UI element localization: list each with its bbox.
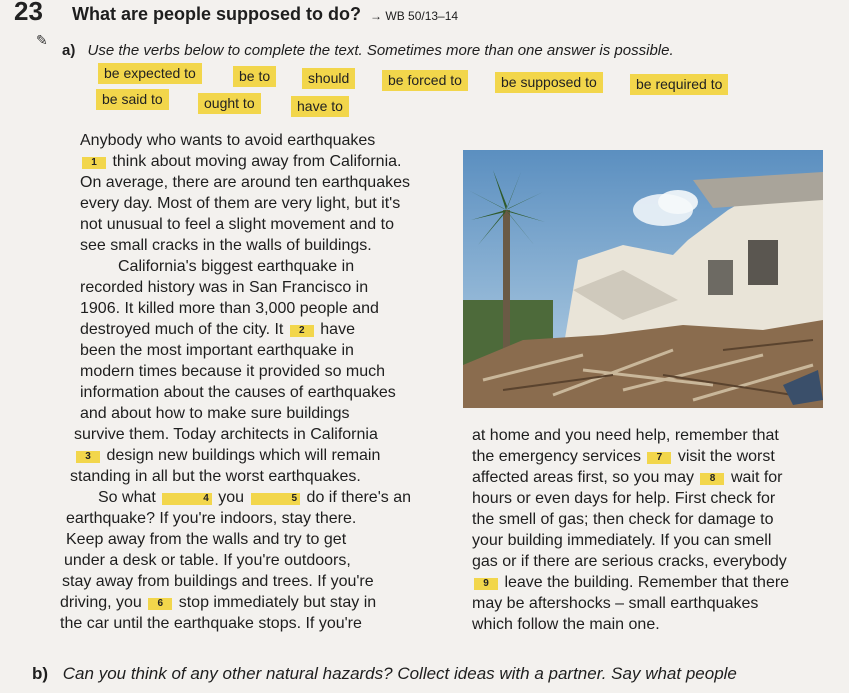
text-line: earthquake? If you're indoors, stay there. <box>66 510 357 527</box>
text-line: Keep away from the walls and try to get <box>66 531 347 548</box>
part-a-text: Use the verbs below to complete the text. Sometimes more than one answer is possible. <box>87 42 674 59</box>
word-chip: ought to <box>198 93 261 114</box>
text-line: 9 leave the building. Remember that there <box>472 572 842 593</box>
exercise-title <box>72 4 458 25</box>
gap-6: 6 <box>148 598 172 610</box>
text-line: been the most important earthquake in <box>80 342 354 359</box>
text-line: driving, you 6 stop immediately but stay in <box>60 594 377 611</box>
article-text-left <box>60 424 432 634</box>
text-line: your building immediately. If you can smell <box>472 532 772 549</box>
text-line: 1 think about moving away from California. <box>80 151 440 172</box>
text-line: California's biggest earthquake in <box>118 258 355 275</box>
text-line: at home and you need help, remember that <box>472 427 779 444</box>
earthquake-damage-illustration <box>463 150 823 408</box>
text-line: 1906. It killed more than 3,000 people and <box>80 300 379 317</box>
text-line: the smell of gas; then check for damage to <box>472 511 774 528</box>
word-chip: have to <box>291 96 349 117</box>
gap-3: 3 <box>76 451 100 463</box>
text-line: So what 4 you 5 do if there's an <box>98 489 411 506</box>
word-chip: be to <box>233 66 276 87</box>
word-chip: be said to <box>96 89 169 110</box>
text-line: may be aftershocks – small earthquakes <box>472 595 759 612</box>
text-line: gas or if there are serious cracks, everybody <box>472 553 787 570</box>
text-line: which follow the main one. <box>472 616 660 633</box>
exercise-number: 23 <box>14 0 43 26</box>
text-line: under a desk or table. If you're outdoors, <box>64 552 351 569</box>
gap-2: 2 <box>290 325 314 337</box>
word-chip: should <box>302 68 355 89</box>
text-line: affected areas first, so you may 8 wait for <box>472 469 783 486</box>
text-line: 3 design new buildings which will remain <box>60 445 432 466</box>
gap-7: 7 <box>647 452 671 464</box>
text-line: standing in all but the worst earthquakes. <box>70 468 361 485</box>
text-line: modern times because it provided so much <box>80 363 386 380</box>
word-chip: be supposed to <box>495 72 603 93</box>
gap-9: 9 <box>474 578 498 590</box>
text-line: every day. Most of them are very light, but it's <box>80 195 401 212</box>
part-b-text: Can you think of any other natural hazards? Collect ideas with a partner. Say what people <box>62 664 737 683</box>
text-line: and about how to make sure buildings <box>80 405 350 422</box>
gap-5: 5 <box>251 493 301 505</box>
text-line: stay away from buildings and trees. If you're <box>62 573 374 590</box>
word-chip: be expected to <box>98 63 202 84</box>
word-chip: be forced to <box>382 70 468 91</box>
text-line: On average, there are around ten earthquakes <box>80 174 410 191</box>
text-line: hours or even days for help. First check for <box>472 490 776 507</box>
gap-1: 1 <box>82 157 106 169</box>
part-b-instruction <box>32 664 737 684</box>
workbook-reference: → WB 50/13–14 <box>370 9 459 23</box>
text-line: survive them. Today architects in California <box>74 426 378 443</box>
part-a-instruction <box>62 42 674 59</box>
part-a-label: a) <box>62 42 76 59</box>
part-b-label: b) <box>32 664 49 683</box>
text-line: recorded history was in San Francisco in <box>80 279 369 296</box>
text-line: the car until the earthquake stops. If you're <box>60 615 362 632</box>
exercise-title-text: What are people supposed to do? <box>72 4 362 24</box>
text-line: Anybody who wants to avoid earthquakes <box>80 132 376 149</box>
article-text-right <box>472 425 842 635</box>
earthquake-damage-photo <box>463 150 823 408</box>
text-line: not unusual to feel a slight movement and to <box>80 216 394 233</box>
gap-4: 4 <box>162 493 212 505</box>
text-line: see small cracks in the walls of buildings. <box>80 237 372 254</box>
writing-task-icon: ✎ <box>36 32 48 48</box>
article-text-top <box>80 130 440 424</box>
word-chip: be required to <box>630 74 728 95</box>
text-line: destroyed much of the city. It 2 have <box>80 321 355 338</box>
text-line: the emergency services 7 visit the worst <box>472 448 775 465</box>
text-line: information about the causes of earthquakes <box>80 384 396 401</box>
gap-8: 8 <box>700 473 724 485</box>
